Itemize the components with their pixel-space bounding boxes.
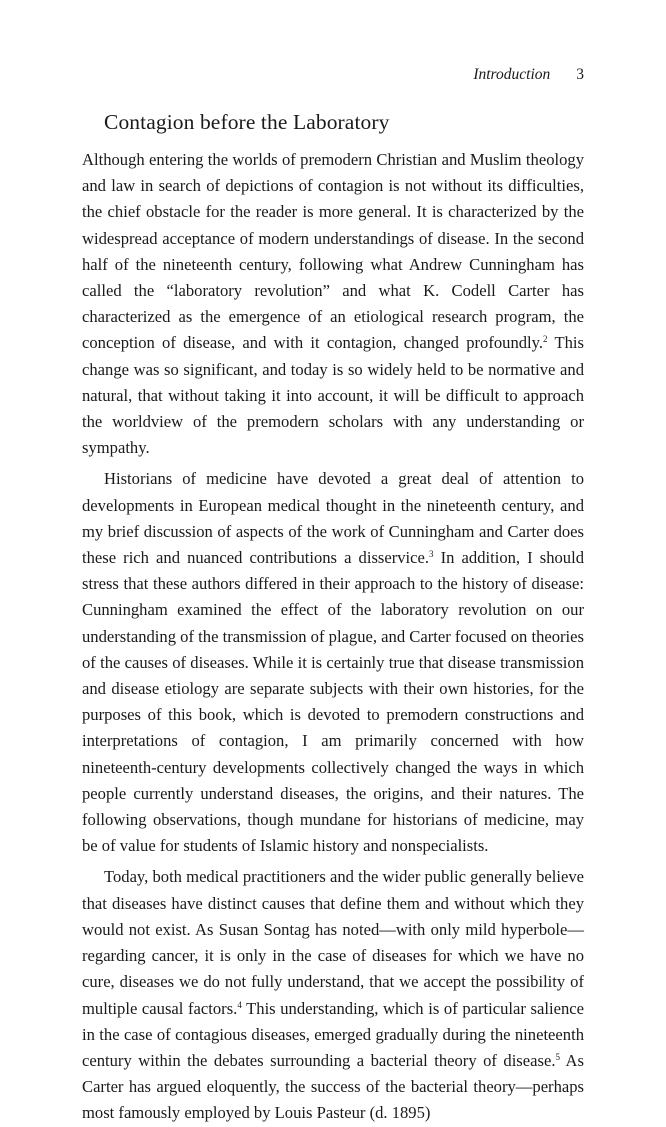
paragraph-2-text-a: Historians of medicine have devoted a great deal of attention to developments in European medical thought in the nineteenth century, and my brief discussion of aspects of the work of Cunningham and Carter does these rich and nuanced contributions a disservice. bbox=[82, 469, 584, 568]
paragraph-2 bbox=[82, 466, 584, 859]
section-heading: Contagion before the Laboratory bbox=[104, 110, 390, 134]
paragraph-3-text-c: As Carter has argued eloquently, the success of the bacterial theory—perhaps most famously employed by Louis Pasteur (d. 1895) bbox=[82, 1050, 584, 1123]
footnote-ref-3: 3 bbox=[429, 549, 434, 560]
running-head bbox=[473, 65, 584, 85]
paragraph-1 bbox=[82, 147, 584, 461]
paragraph-1-text-b: This change was so significant, and today is so widely held to be normative and natural, that without taking it into account, it will be difficult to approach the worldview of the premodern scholars with any understanding or sympathy. bbox=[82, 333, 584, 458]
paragraph-1-text-a: Although entering the worlds of premodern Christian and Muslim theology and law in search of depictions of contagion is not without its difficulties, the chief obstacle for the reader is more general. It is characterized by the widespread acceptance of modern understandings of disease. In the second half of the nineteenth century, following what Andrew Cunningham has called the “laboratory revolution” and what K. Codell Carter has characterized as the emergence of an etiological research program, the conception of disease, and with it contagion, changed profoundly. bbox=[82, 150, 584, 353]
footnote-ref-5: 5 bbox=[555, 1051, 560, 1062]
paragraph-3-text-a: Today, both medical practitioners and the wider public generally believe that diseases have distinct causes that define them and without which they would not exist. As Susan Sontag has noted—with only mild hyperbole—regarding cancer, it is only in the case of diseases for which we have no cure, diseases we do not fully understand, that we accept the possibility of multiple causal factors. bbox=[82, 867, 584, 1018]
paragraph-3-text-b: This understanding, which is of particular salience in the case of contagious diseases, emerged gradually during the nineteenth century within the debates surrounding a bacterial theory of disease. bbox=[82, 998, 584, 1070]
paragraph-3 bbox=[82, 864, 584, 1126]
footnote-ref-2: 2 bbox=[543, 334, 548, 345]
running-head-title: Introduction bbox=[473, 66, 551, 83]
paragraph-2-text-b: In addition, I should stress that these authors differed in their approach to the history of disease: Cunningham examined the effect of the laboratory revolution on our understanding of the transmission of plague, and Carter focused on theories of the causes of diseases. While it is certainly true that disease transmission and disease etiology are separate subjects with their own histories, for the purposes of this book, which is devoted to premodern constructions and interpretations of contagion, I am primarily concerned with how nineteenth-century developments collectively changed the ways in which people currently understand diseases, the origins, and their natures. The following observations, though mundane for historians of medicine, may be of value for students of Islamic history and nonspecialists. bbox=[82, 548, 584, 856]
footnote-ref-4: 4 bbox=[237, 999, 242, 1010]
page-number: 3 bbox=[576, 66, 584, 83]
body-text bbox=[82, 147, 584, 1127]
